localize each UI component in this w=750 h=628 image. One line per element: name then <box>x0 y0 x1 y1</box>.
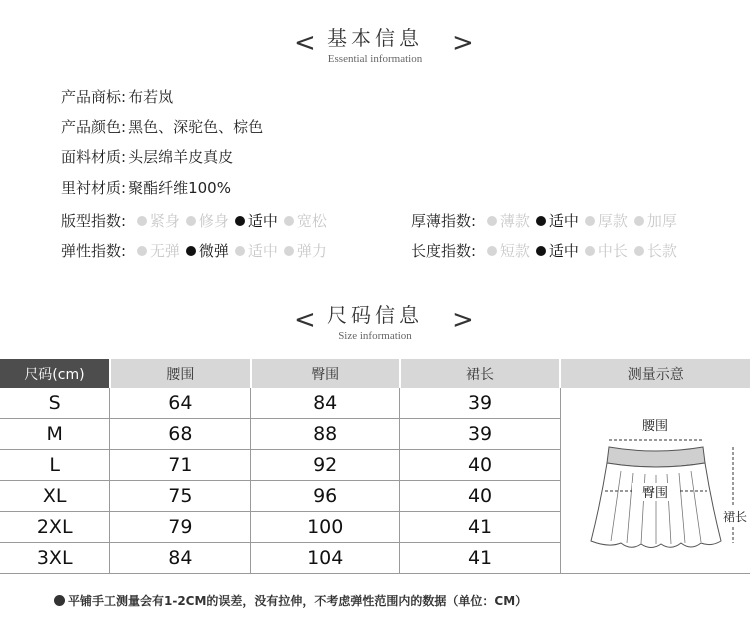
indicator-option <box>284 240 327 261</box>
cell-waist: 75 <box>110 481 251 512</box>
dot-icon <box>634 216 644 226</box>
indicator-option-label: 适中 <box>548 212 579 230</box>
info-label: 产品商标: <box>61 88 127 106</box>
left-chevron-icon: < <box>294 305 316 335</box>
note-text: 平铺手工测量会有1-2CM的误差，没有拉伸，不考虑弹性范围内的数据（单位：CM） <box>68 594 528 608</box>
cell-length: 39 <box>400 419 561 450</box>
info-row-lining <box>61 177 231 198</box>
cell-length: 41 <box>400 512 561 543</box>
indicator-label: 弹性指数: <box>61 242 127 260</box>
size-table <box>0 359 750 574</box>
indicator-option <box>186 240 229 261</box>
indicator-option <box>137 210 180 231</box>
indicator-option <box>235 240 278 261</box>
indicator-option-label: 紧身 <box>149 212 180 230</box>
cell-hip: 84 <box>251 388 400 419</box>
cell-waist: 68 <box>110 419 251 450</box>
cell-size: L <box>0 450 110 481</box>
length-label: 裙长 <box>722 509 747 524</box>
indicator-label: 版型指数: <box>61 212 127 230</box>
indicator-option <box>235 210 278 231</box>
cell-hip: 92 <box>251 450 400 481</box>
header-size: 尺码(cm) <box>0 359 110 388</box>
indicator-option <box>284 210 327 231</box>
indicator-option-label: 中长 <box>597 242 628 260</box>
indicator-option-label: 无弹 <box>149 242 180 260</box>
dot-icon <box>284 246 294 256</box>
cell-hip: 100 <box>251 512 400 543</box>
indicator-option <box>487 240 530 261</box>
info-row-fabric <box>61 146 233 167</box>
indicator-option-label: 微弹 <box>198 242 229 260</box>
dot-icon <box>536 216 546 226</box>
right-chevron-icon: > <box>452 28 474 58</box>
indicator-fit <box>61 210 327 231</box>
indicator-label: 厚薄指数: <box>411 212 477 230</box>
indicator-option-label: 短款 <box>499 242 530 260</box>
cell-length: 39 <box>400 388 561 419</box>
info-label: 产品颜色: <box>61 118 127 136</box>
section-subtitle: Essential information <box>327 53 423 65</box>
indicator-option <box>487 210 530 231</box>
cell-length: 40 <box>400 450 561 481</box>
cell-size: M <box>0 419 110 450</box>
indicator-option-label: 加厚 <box>646 212 677 230</box>
cell-size: XL <box>0 481 110 512</box>
dot-icon <box>137 246 147 256</box>
basic-info-header <box>0 22 750 65</box>
dot-icon <box>186 216 196 226</box>
indicator-option <box>536 210 579 231</box>
skirt-waistband <box>607 447 705 467</box>
cell-waist: 71 <box>110 450 251 481</box>
dot-icon <box>585 216 595 226</box>
indicator-option <box>634 210 677 231</box>
dot-icon <box>235 216 245 226</box>
indicator-option-label: 适中 <box>247 212 278 230</box>
info-value: 黑色、深驼色、棕色 <box>128 118 264 136</box>
table-row <box>0 388 750 419</box>
dot-icon <box>137 216 147 226</box>
indicator-option <box>585 240 628 261</box>
cell-length: 40 <box>400 481 561 512</box>
indicator-option <box>186 210 229 231</box>
section-subtitle: Size information <box>338 330 412 342</box>
indicator-option-label: 弹力 <box>296 242 327 260</box>
indicator-option <box>137 240 180 261</box>
left-chevron-icon: < <box>294 28 316 58</box>
dot-icon <box>634 246 644 256</box>
cell-hip: 88 <box>251 419 400 450</box>
cell-length: 41 <box>400 543 561 574</box>
dot-icon <box>235 246 245 256</box>
indicator-option-label: 厚款 <box>597 212 628 230</box>
info-label: 里衬材质: <box>61 179 127 197</box>
cell-size: 2XL <box>0 512 110 543</box>
dot-icon <box>487 246 497 256</box>
measurement-note <box>54 592 527 609</box>
cell-waist: 84 <box>110 543 251 574</box>
indicator-label: 长度指数: <box>411 242 477 260</box>
cell-waist: 64 <box>110 388 251 419</box>
cell-size: 3XL <box>0 543 110 574</box>
info-value: 头层绵羊皮真皮 <box>128 148 234 166</box>
indicator-option <box>634 240 677 261</box>
indicator-option <box>536 240 579 261</box>
diagram-cell <box>560 388 750 574</box>
indicator-option-label: 宽松 <box>296 212 327 230</box>
header-waist: 腰围 <box>110 359 251 388</box>
dot-icon <box>284 216 294 226</box>
dot-icon <box>487 216 497 226</box>
table-header-row <box>0 359 750 388</box>
skirt-diagram <box>561 391 750 571</box>
cell-waist: 79 <box>110 512 251 543</box>
info-label: 面料材质: <box>61 148 127 166</box>
indicator-option-label: 适中 <box>548 242 579 260</box>
indicator-option <box>585 210 628 231</box>
indicator-elasticity <box>61 240 327 261</box>
info-value: 布若岚 <box>128 88 174 106</box>
right-chevron-icon: > <box>452 305 474 335</box>
cell-hip: 104 <box>251 543 400 574</box>
info-value: 聚酯纤维100% <box>128 179 231 197</box>
indicator-thickness <box>411 210 677 231</box>
dot-icon <box>585 246 595 256</box>
section-title: 尺码信息 <box>327 303 423 327</box>
info-row-brand <box>61 86 173 107</box>
header-length: 裙长 <box>400 359 561 388</box>
indicator-option-label: 修身 <box>198 212 229 230</box>
indicator-option-label: 适中 <box>247 242 278 260</box>
cell-size: S <box>0 388 110 419</box>
size-info-header <box>0 299 750 342</box>
cell-hip: 96 <box>251 481 400 512</box>
waist-label: 腰围 <box>641 418 668 434</box>
indicator-option-label: 薄款 <box>499 212 530 230</box>
dot-icon <box>186 246 196 256</box>
info-row-color <box>61 116 263 137</box>
indicator-length <box>411 240 677 261</box>
section-title: 基本信息 <box>327 26 423 50</box>
hip-label: 臀围 <box>641 485 668 501</box>
header-hip: 臀围 <box>251 359 400 388</box>
indicator-option-label: 长款 <box>646 242 677 260</box>
header-diagram: 测量示意 <box>560 359 750 388</box>
bullet-icon <box>54 595 65 606</box>
dot-icon <box>536 246 546 256</box>
